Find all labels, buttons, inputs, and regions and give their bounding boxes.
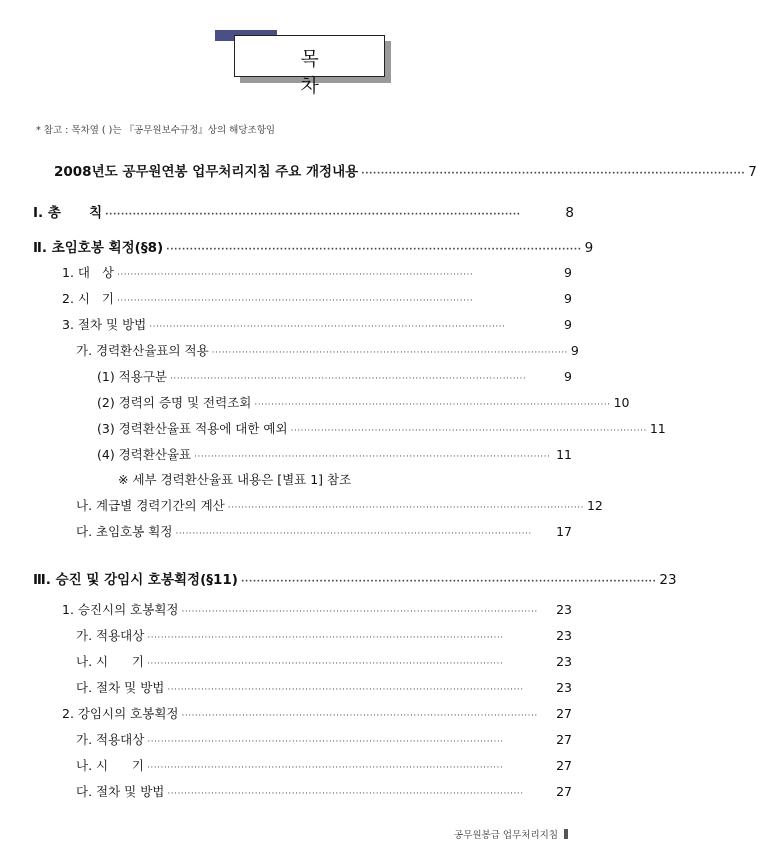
dot-leader: ··········································································································	[147, 737, 504, 747]
toc-entry-label: 나. 시 기	[76, 654, 145, 669]
dot-leader: ··········································································································	[175, 529, 532, 539]
toc-entry-label: (2) 경력의 증명 및 전력조회	[97, 395, 252, 410]
toc-entry-label: 3. 절차 및 방법	[62, 317, 147, 332]
dot-leader: ··········································································································	[116, 296, 474, 306]
reference-note-header: * 참고 : 목차옆 ( )는 『공무원보수규정』상의 해당조항임	[36, 125, 276, 136]
toc-entry-label: 2. 강임시의 호봉획정	[62, 706, 179, 721]
toc-page-number: 17	[556, 524, 572, 539]
toc-entry-2-3-da[interactable]	[76, 522, 572, 540]
dot-leader: ··········································································································	[211, 348, 568, 358]
toc-entry-2-3-na[interactable]	[76, 496, 603, 514]
toc-page-number: 9	[564, 369, 572, 384]
toc-entry-3-1[interactable]	[62, 600, 572, 618]
dot-leader: ··········································································································	[147, 763, 504, 773]
page-title: 목 차	[300, 48, 353, 97]
title-box	[234, 35, 385, 97]
toc-page-number: 27	[556, 706, 572, 721]
toc-page-number: 9	[584, 240, 594, 256]
dot-leader: ··········································································································	[147, 633, 504, 643]
toc-entry-3-1-ga[interactable]	[76, 626, 572, 644]
toc-entry-2-2[interactable]	[62, 289, 572, 307]
toc-entry-revision[interactable]	[46, 160, 757, 180]
toc-entry-3-2-ga[interactable]	[76, 730, 572, 748]
toc-entry-label: (3) 경력환산율표 적용에 대한 예외	[97, 421, 288, 436]
toc-entry-label: 다. 절차 및 방법	[76, 784, 165, 799]
dot-leader: ··········································································································	[227, 503, 584, 513]
toc-page-number: 23	[556, 654, 572, 669]
toc-entry-2-3-ga-2[interactable]	[97, 393, 630, 411]
toc-entry-label: (4) 경력환산율표	[97, 447, 192, 462]
toc-page-number: 23	[556, 628, 572, 643]
toc-page-number: 8	[565, 205, 574, 221]
toc-page-number: 10	[613, 395, 630, 410]
toc-page-number: 12	[586, 498, 603, 513]
dot-leader: ··········································································································	[290, 426, 647, 436]
dot-leader: ··········································································································	[240, 577, 657, 587]
footer-text: 공무원봉급 업무처리지침	[454, 830, 558, 841]
toc-entry-label: 가. 경력환산율표의 적용	[76, 343, 209, 358]
toc-entry-2-3[interactable]	[62, 315, 572, 333]
toc-entry-label: 다. 초임호봉 획정	[76, 524, 173, 539]
dot-leader: ··········································································································	[254, 400, 611, 410]
toc-entry-label: 2008년도 공무원연봉 업무처리지침 주요 개정내용	[54, 164, 359, 180]
toc-entry-label: 2. 시 기	[62, 291, 114, 306]
toc-entry-label: 가. 적용대상	[76, 732, 145, 747]
toc-entry-label: Ⅱ. 초임호봉 획정(§8)	[33, 240, 164, 256]
dot-leader: ··································································································	[361, 169, 746, 179]
toc-page-number: 27	[556, 732, 572, 747]
toc-page-number: 7	[748, 164, 757, 180]
toc-page-number: 27	[556, 758, 572, 773]
toc-entry-label: 1. 대 상	[62, 265, 114, 280]
toc-entry-2-1[interactable]	[62, 263, 572, 281]
toc-entry-label: 1. 승진시의 호봉획정	[62, 602, 179, 617]
dot-leader: ··········································································································	[149, 322, 506, 332]
dot-leader: ··········································································································	[166, 245, 582, 255]
toc-page-number: 11	[556, 447, 572, 462]
appendix-reference-note: ※ 세부 경력환산율표 내용은 [별표 1] 참조	[118, 472, 352, 487]
toc-entry-label: Ⅰ. 총 칙	[33, 205, 103, 221]
toc-entry-label: 나. 계급별 경력기간의 계산	[76, 498, 225, 513]
toc-entry-label: (1) 적용구분	[97, 369, 167, 384]
toc-entry-2-3-ga[interactable]	[76, 341, 579, 359]
toc-page-number: 23	[556, 602, 572, 617]
dot-leader: ··········································································································	[181, 711, 538, 721]
dot-leader: ··········································································································	[167, 789, 524, 799]
toc-entry-3-2-na[interactable]	[76, 756, 572, 774]
toc-entry-label: 다. 절차 및 방법	[76, 680, 165, 695]
toc-page-number: 9	[564, 317, 572, 332]
toc-entry-label: 가. 적용대상	[76, 628, 145, 643]
toc-entry-label: Ⅲ. 승진 및 강임시 호봉획정(§11)	[33, 572, 238, 588]
toc-page-number: 23	[556, 680, 572, 695]
dot-leader: ··········································································································	[105, 210, 521, 220]
toc-entry-label: 나. 시 기	[76, 758, 145, 773]
dot-leader: ··········································································································	[181, 607, 538, 617]
toc-entry-3-2-da[interactable]	[76, 782, 572, 800]
toc-page-number: 27	[556, 784, 572, 799]
toc-page-number: 23	[659, 572, 677, 588]
toc-entry-3-1-na[interactable]	[76, 652, 572, 670]
toc-entry-2-3-ga-4[interactable]	[97, 445, 572, 463]
dot-leader: ··········································································································	[167, 685, 524, 695]
page-footer	[454, 827, 568, 841]
toc-page-number: 11	[649, 421, 666, 436]
dot-leader: ··········································································································	[194, 452, 551, 462]
toc-entry-2-3-ga-3[interactable]	[97, 419, 666, 437]
dot-leader: ··········································································································	[169, 374, 527, 384]
toc-entry-3-1-da[interactable]	[76, 678, 572, 696]
toc-page-number: 9	[564, 291, 572, 306]
toc-entry-chapter-3[interactable]	[33, 568, 677, 588]
footer-bar-marker	[564, 829, 568, 839]
toc-entry-chapter-2[interactable]	[33, 236, 594, 256]
toc-page-number: 9	[570, 343, 579, 358]
dot-leader: ··········································································································	[116, 270, 474, 280]
toc-page-number: 9	[564, 265, 572, 280]
toc-entry-3-2[interactable]	[62, 704, 572, 722]
toc-entry-2-3-ga-1[interactable]	[97, 367, 572, 385]
toc-entry-chapter-1[interactable]	[33, 201, 574, 221]
dot-leader: ··········································································································	[147, 659, 504, 669]
